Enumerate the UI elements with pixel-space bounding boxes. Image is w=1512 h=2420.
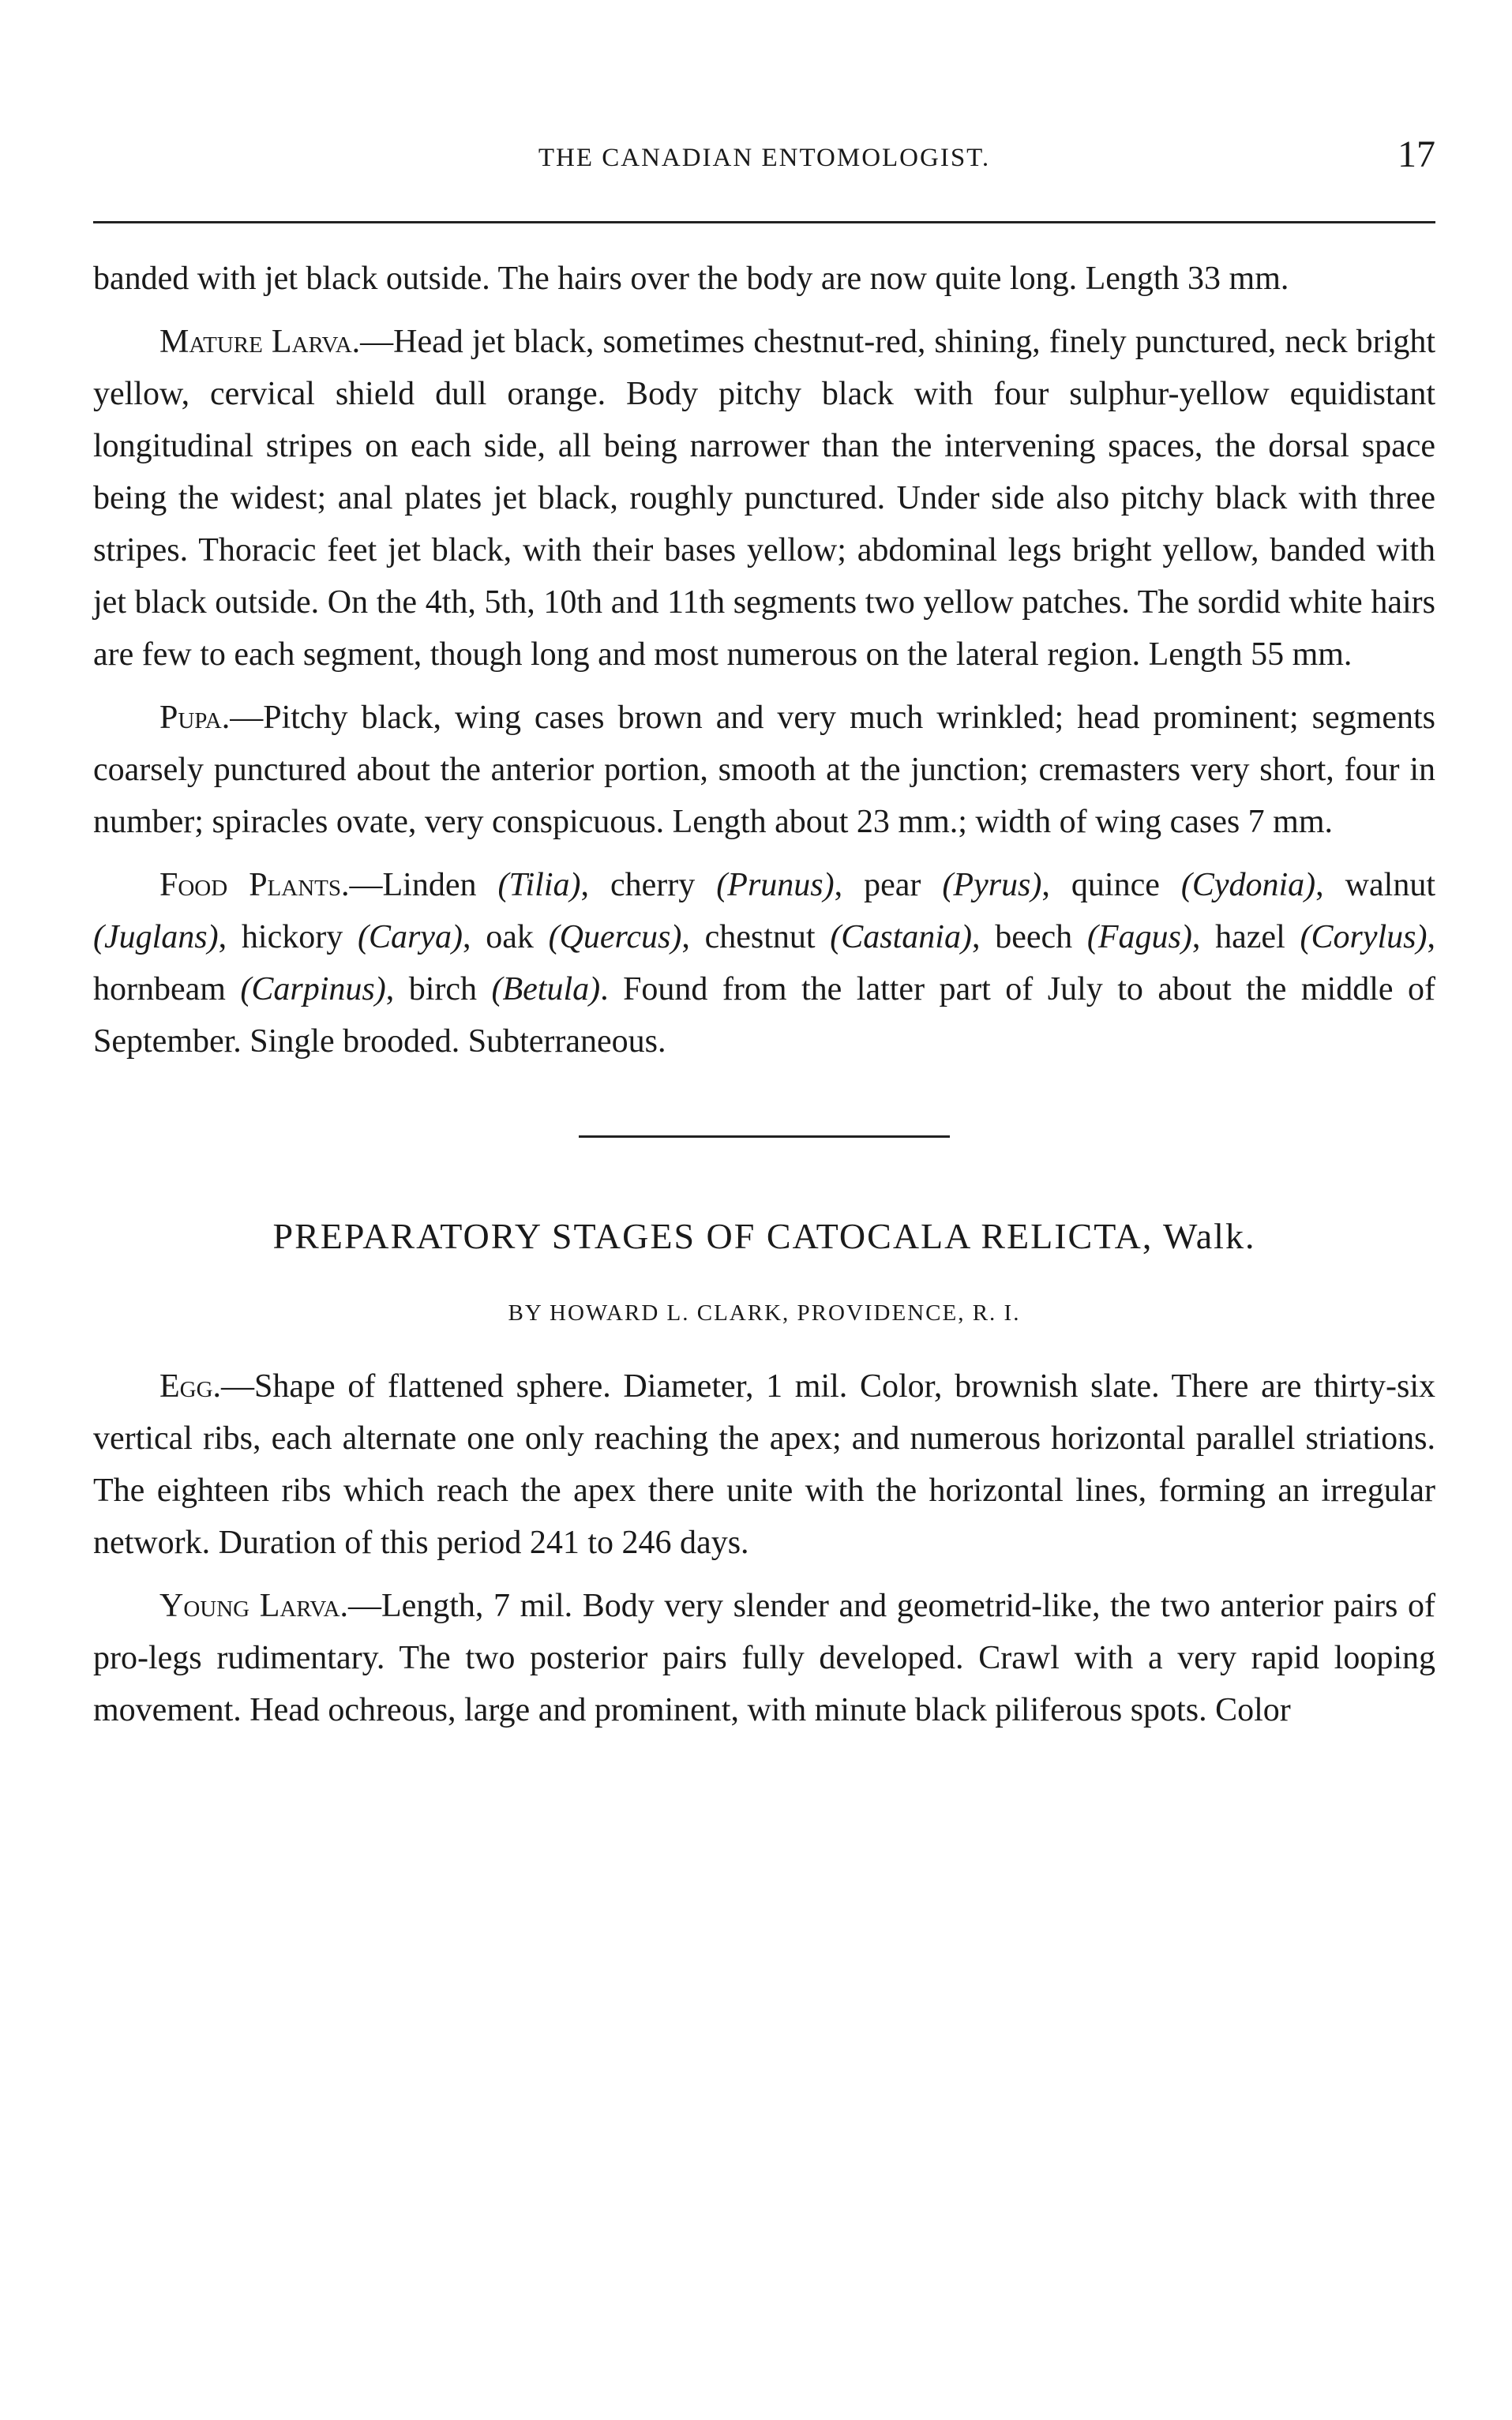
pupa-text: —Pitchy black, wing cases brown and very much wrinkled; head prominent; segments coarsely punctured about the anterior portion, smooth at the junction; cremasters very short, four in number; spiracles ovate, very conspicuous. Length about 23 mm.; width of wing cases 7 mm. (93, 700, 1435, 840)
genus-name: (Corylus) (1300, 919, 1428, 955)
genus-name: (Tilia) (497, 867, 581, 903)
food-plants-text: , hazel (1191, 919, 1300, 955)
food-plants-paragraph (93, 859, 1435, 1067)
food-plants-text: , quince (1041, 867, 1181, 903)
article-title: PREPARATORY STAGES OF CATOCALA RELICTA, Walk. (272, 1216, 1256, 1256)
food-plants-text: , chestnut (681, 919, 831, 955)
genus-name: (Carya) (357, 919, 463, 955)
genus-name: (Carpinus) (240, 971, 386, 1007)
mature-larva-paragraph (93, 316, 1435, 681)
food-plants-text: , beech (971, 919, 1087, 955)
food-plants-text: , pear (834, 867, 943, 903)
food-plants-text: , walnut (1315, 867, 1435, 903)
mature-larva-text: —Head jet black, sometimes chestnut-red, shining, finely punctured, neck bright yellow, cervical shield dull orange. Body pitchy black with four sulphur-yellow equidistant longitudinal stripes on each side, all being narrower than the intervening spaces, the dorsal space being the widest; anal plates jet black, roughly punctured. Under side also pitchy black with three stripes. Thoracic feet jet black, with their bases yellow; abdominal legs bright yellow, banded with jet black outside. On the 4th, 5th, 10th and 11th segments two yellow patches. The sordid white hairs are few to each segment, though long and most numerous on the lateral region. Length 55 mm. (93, 324, 1435, 673)
young-larva-label: Young Larva. (159, 1588, 348, 1624)
genus-name: (Fagus) (1086, 919, 1192, 955)
genus-name: (Juglans) (93, 919, 219, 955)
journal-title: THE CANADIAN ENTOMOLOGIST. (538, 144, 991, 172)
food-plants-text: , hickory (218, 919, 358, 955)
section-separator (579, 1135, 950, 1138)
egg-text: —Shape of flattened sphere. Diameter, 1 mil. Color, brownish slate. There are thirty-six vertical ribs, each alternate one only reaching the apex; and numerous horizontal parallel striations. The eighteen ribs which reach the apex there unite with the horizontal lines, forming an irregular network. Duration of this period 241 to 246 days. (93, 1368, 1435, 1561)
food-plants-text: , hornbeam (93, 919, 1435, 1007)
genus-name: (Betula) (491, 971, 601, 1007)
byline: BY HOWARD L. CLARK, PROVIDENCE, R. I. (508, 1300, 1021, 1326)
pupa-label: Pupa. (159, 700, 231, 736)
genus-name: (Castania) (830, 919, 972, 955)
continuation-paragraph: banded with jet black outside. The hairs over the body are now quite long. Length 33 mm. (93, 261, 1289, 297)
food-plants-text: , cherry (580, 867, 717, 903)
young-larva-text: —Length, 7 mil. Body very slender and geometrid-like, the two anterior pairs of pro-legs rudimentary. The two posterior pairs fully developed. Crawl with a very rapid looping movement. Head ochreous, large and prominent, with minute black piliferous spots. Color (93, 1588, 1435, 1728)
genus-name: (Pyrus) (942, 867, 1042, 903)
document-page (93, 0, 1435, 2420)
genus-name: (Prunus) (716, 867, 835, 903)
header-rule (93, 221, 1435, 223)
young-larva-paragraph (93, 1580, 1435, 1736)
page-number: 17 (1398, 133, 1435, 175)
mature-larva-label: Mature Larva. (159, 324, 361, 360)
genus-name: (Quercus) (548, 919, 682, 955)
food-plants-text: —Linden (349, 867, 498, 903)
food-plants-label: Food Plants. (159, 867, 350, 903)
egg-paragraph (93, 1360, 1435, 1569)
genus-name: (Cydonia) (1180, 867, 1316, 903)
body-text (93, 253, 1435, 1747)
food-plants-text: , oak (462, 919, 549, 955)
food-plants-text: , birch (385, 971, 492, 1007)
pupa-paragraph (93, 692, 1435, 848)
running-head (93, 133, 1435, 183)
egg-label: Egg. (159, 1368, 222, 1405)
food-plants-text: . Found from the latter part of July to about the middle of September. Single brooded. Subterraneous. (93, 971, 1435, 1060)
